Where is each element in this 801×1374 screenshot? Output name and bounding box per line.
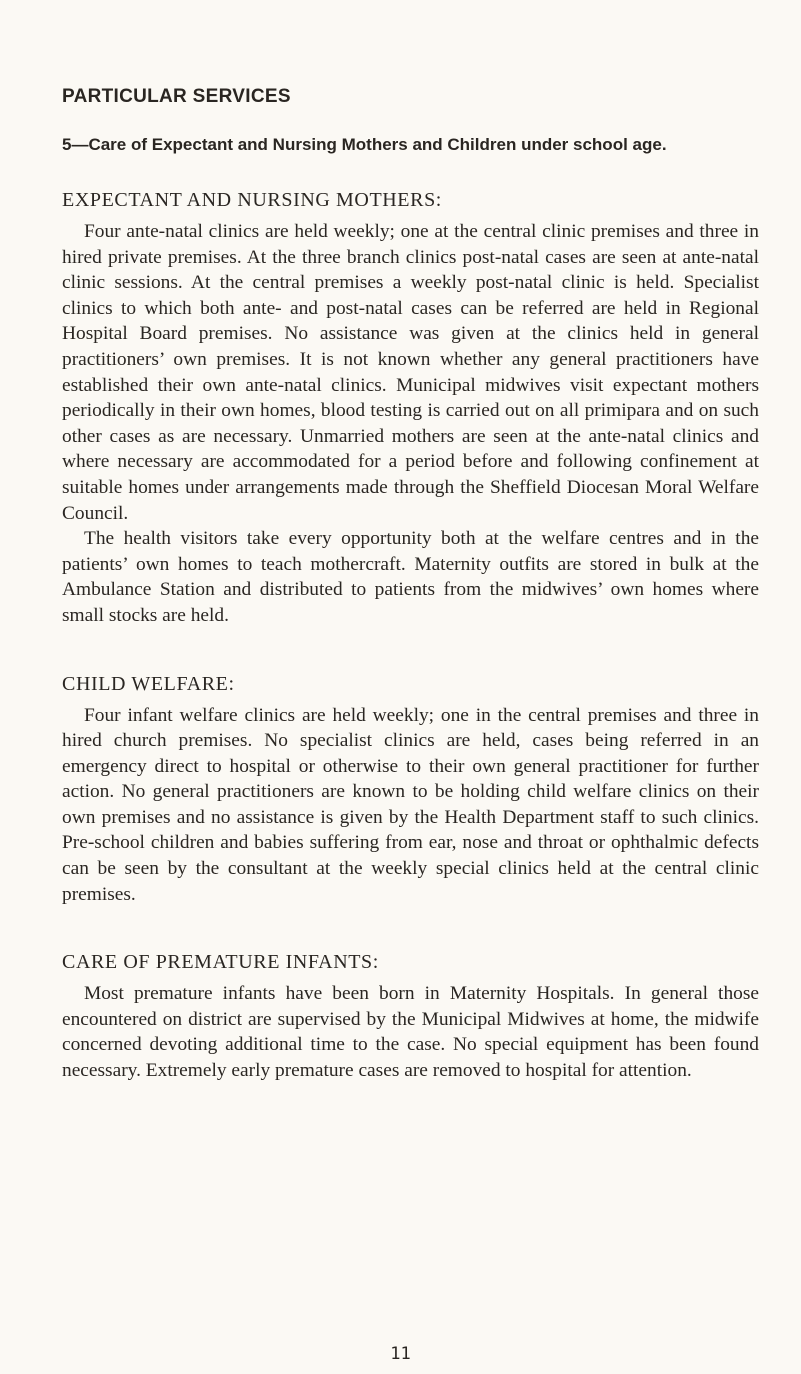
paragraph: Most premature infants have been born in Maternity Hospitals. In general those encountered on district are supervised by the Municipal Midwives at home, the midwife concerned devoting additional time to the case. No special equipment has been found necessary. Extremely early premature cases are removed to hospital for attention.	[62, 983, 759, 1082]
paragraph: The health visitors take every opportunity both at the welfare centres and in the patients’ own homes to teach mothercraft. Maternity outfits are stored in bulk at the Ambulance Station and distributed to patients from the midwives’ own homes where small stocks are held.	[62, 528, 759, 626]
page-number: 11	[390, 1344, 411, 1364]
section-title: CARE OF PREMATURE INFANTS:	[62, 951, 379, 974]
section-premature-infants	[62, 949, 759, 1083]
section-title: EXPECTANT AND NURSING MOTHERS:	[62, 189, 442, 211]
document-page	[62, 86, 759, 1126]
section-title: CHILD WELFARE:	[62, 672, 235, 695]
sub-heading: 5—Care of Expectant and Nursing Mothers and Children under school age.	[62, 135, 667, 154]
paragraph: Four ante-natal clinics are held weekly; one at the central clinic premises and three in hired private premises. At the three branch clinics post-natal cases are seen at ante-natal clinic sessions. At the central premises a weekly post-natal clinic is held. Specialist clinics to which both ante- and post-natal cases can be referred are held in Regional Hospital Board premises. No assistance was given at the clinics held in general practitioners’ own premises. It is not known whether any general practitioners have established their own ante-natal clinics. Municipal midwives visit expectant mothers periodically in their own homes, blood testing is carried out on all primipara and on such other cases as are necessary. Unmarried mothers are seen at the ante-natal clinics and where necessary are accommodated for a period before and following confinement at suitable homes under arrangements made through the Sheffield Diocesan Moral Welfare Council.	[62, 221, 759, 524]
section-expectant-mothers	[62, 187, 759, 629]
paragraph: Four infant welfare clinics are held weekly; one in the central premises and three in hired church premises. No specialist clinics are held, cases being referred in an emergency direct to hospital or otherwise to their own general practitioner for further action. No general practitioners are known to be holding child welfare clinics on their own premises and no assistance is given by the Health Department staff to such clinics. Pre-school children and babies suffering from ear, nose and throat or ophthalmic defects can be seen by the consultant at the weekly special clinics held at the central clinic premises.	[62, 704, 759, 905]
section-child-welfare	[62, 671, 759, 908]
main-heading: PARTICULAR SERVICES	[62, 86, 291, 107]
